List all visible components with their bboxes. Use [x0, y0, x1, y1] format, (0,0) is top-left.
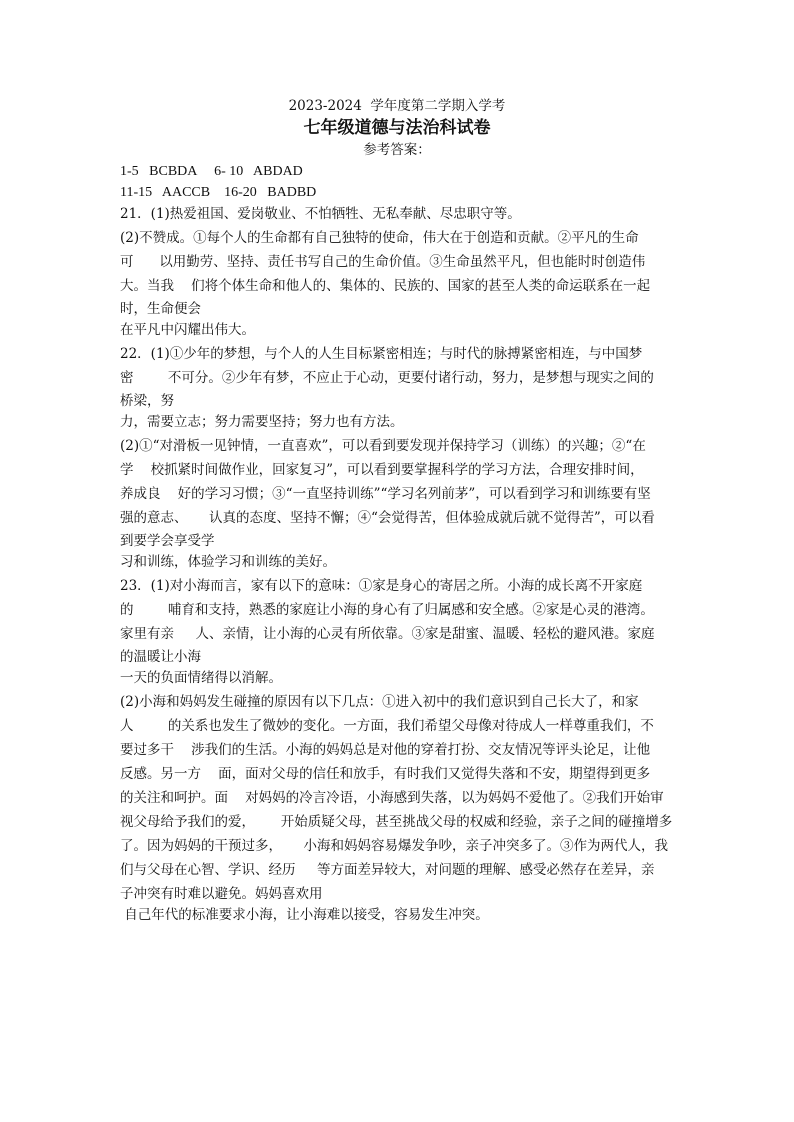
choice-answers-row-2: 11-15 AACCB 16-20 BADBD — [120, 185, 317, 200]
q23-part2-line: 人 的关系也发生了微妙的变化。一方面，我们希望父母像对待成人一样尊重我们，不 — [120, 718, 654, 734]
q22-part2-line: 强的意志、 认真的态度、坚持不懈；④“会觉得苦，但体验成就后就不觉得苦”，可以看 — [120, 510, 655, 526]
q23-part2-line: 反感。另一方 面，面对父母的信任和放手，有时我们又觉得失落和不安，期望得到更多 — [120, 766, 651, 782]
q23-part1-line: 家里有亲 人、亲情，让小海的心灵有所依靠。③家是甜蜜、温暖、轻松的避风港。家庭 — [120, 626, 655, 642]
q23-part2-line: 子冲突有时难以避免。妈妈喜欢用 — [120, 886, 323, 902]
q22-part1-line: 密 不可分。②少年有梦，不应止于心动，更要付诸行动，努力，是梦想与现实之间的 — [120, 370, 654, 386]
q23-part2-line: 视父母给予我们的爱， 开始质疑父母，甚至挑战父母的权威和经验，亲子之间的碰撞增多 — [120, 814, 673, 830]
q23-part2-line: 要过多干 涉我们的生活。小海的妈妈总是对他的穿着打扮、交友情况等评头论足，让他 — [120, 742, 651, 758]
q23-part2-line: 了。因为妈妈的干预过多， 小海和妈妈容易爆发争吵，亲子冲突多了。③作为两代人，我 — [120, 838, 668, 854]
q23-part2-line: (2)小海和妈妈发生碰撞的原因有以下几点：①进入初中的我们意识到自己长大了，和家 — [120, 694, 639, 710]
q22-part2-line: 养成良 好的学习习惯；③“一直坚持训练”“学习名列前茅”，可以看到学习和训练要有坚 — [120, 486, 651, 502]
q21-part2-line: (2)不赞成。①每个人的生命都有自己独特的使命，伟大在于创造和贡献。②平凡的生命 — [120, 230, 639, 246]
q23-part1-line: 的温暖让小海 — [120, 649, 201, 665]
q23-part2-line: 的关注和呵护。面 对妈妈的冷言冷语，小海感到失落，以为妈妈不爱他了。②我们开始审 — [120, 790, 664, 806]
answer-key-subtitle: 参考答案： — [363, 142, 431, 158]
q22-part2-line: 学 校抓紧时间做作业，回家复习”，可以看到要掌握科学的学习方法，合理安排时间， — [120, 462, 644, 478]
q23-part2-line: 自己年代的标准要求小海，让小海难以接受，容易发生冲突。 — [120, 907, 489, 923]
q21-part2-line: 大。当我 们将个体生命和他人的、集体的、民族的、国家的甚至人类的命运联系在一起 — [120, 278, 651, 294]
q22-part2-line: 到要学会享受学 — [120, 533, 215, 549]
q22-part2-line: 习和训练，体验学习和训练的美好。 — [120, 554, 336, 570]
q23-part2-line: 们与父母在心智、学识、经历 等方面差异较大，对问题的理解、感受必然存在差异，亲 — [120, 862, 655, 878]
q22-part1-line: 桥梁，努 — [120, 393, 174, 409]
choice-answers-row-1: 1-5 BCBDA 6- 10 ABDAD — [120, 164, 303, 179]
q21-part1: 21．(1)热爱祖国、爱岗敬业、不怕牺牲、无私奉献、尽忠职守等。 — [120, 206, 521, 222]
q23-part1-line: 一天的负面情绪得以消解。 — [120, 670, 282, 686]
q21-part2-line: 时，生命便会 — [120, 301, 201, 317]
q22-part2-line: (2)①“对滑板一见钟情，一直喜欢”，可以看到要发现并保持学习（训练）的兴趣；②“在 — [120, 438, 646, 454]
q22-part1-line: 力，需要立志；努力需要坚持；努力也有方法。 — [120, 414, 404, 430]
exam-title: 七年级道德与法治科试卷 — [303, 118, 491, 138]
exam-year-line: 2023-2024 学年度第二学期入学考 — [288, 98, 506, 114]
q22-part1-line: 22．(1)①少年的梦想，与个人的人生目标紧密相连；与时代的脉搏紧密相连，与中国梦 — [120, 346, 643, 362]
q23-part1-line: 23．(1)对小海而言，家有以下的意味：①家是身心的寄居之所。小海的成长离不开家庭 — [120, 578, 643, 594]
q21-part2-line: 在平凡中闪耀出伟大。 — [120, 322, 255, 338]
q21-part2-line: 可 以用勤劳、坚持、责任书写自己的生命价值。③生命虽然平凡，但也能时时创造伟 — [120, 254, 646, 270]
q23-part1-line: 的 哺育和支持，熟悉的家庭让小海的身心有了归属感和安全感。②家是心灵的港湾。 — [120, 602, 654, 618]
